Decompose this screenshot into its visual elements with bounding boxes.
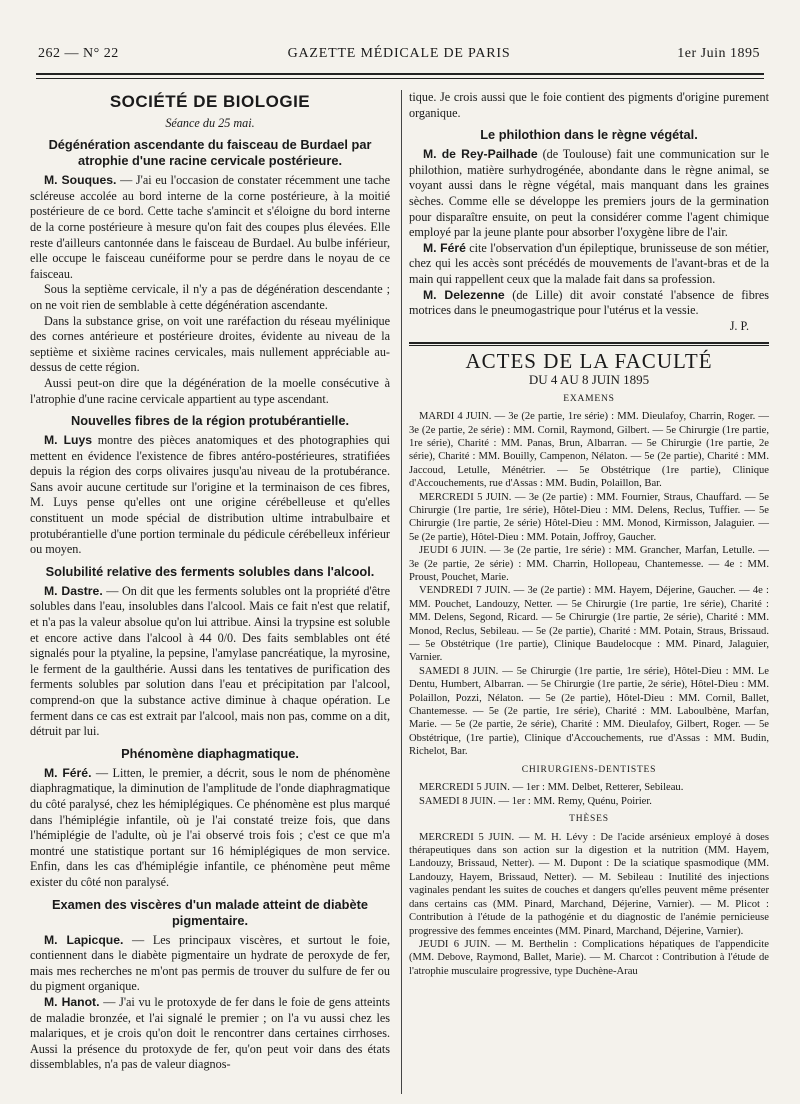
examens-list [409,410,769,759]
speaker-name: M. de Rey-Pailhade [423,147,538,162]
paragraph: M. Dastre. — On dit que les ferments solubles ont la propriété d'être solubles dans l'eau, insolubles dans l'alcool. Mais ce fait n'est que relatif, et n'a pas la valeur absolue qu'on lui attribue. Ainsi la trypsine est soluble et encore active dans l'alcool à 44 0/0. Des faits semblables ont été signalés pour la ptyaline, la pepsine, l'amylase pancréatique, la myrosine, le ferment de la gaulthérie. Aussi dans les tentatives de purification des ferments solubles par solution dans l'eau et précipitation par l'alcool, comprend-on que la substance active diminue à chaque opération. Le ferment dans ce cas est extrait par l'alcool, mais non pas, comme on a dit, détruit par lui. [30,583,390,739]
list-item: JEUDI 6 JUIN. — 3e (2e partie, 1re série) : MM. Grancher, Marfan, Letulle. — 3e (2e partie, 2e série) : MM. Charrin, Hollopeau, Chantemesse. — 4e : MM. Proust, Pouchet, Marie. [409,545,769,583]
left-column [30,90,390,1073]
paragraph: Sous la septième cervicale, il n'y a pas de dégénération descendante ; on ne voit rien de semblable à cette dégénération ascendante. [30,282,390,312]
issue-date: 1er Juin 1895 [677,46,760,61]
right-column [409,90,769,978]
list-item: VENDREDI 7 JUIN. — 3e (2e partie) : MM. Hayem, Déjerine, Gaucher. — 4e : MM. Pouchet, Landouzy, Netter. — 5e Chirurgie (1re partie, 1re série), Charité : MM. Delens, Segond, Ricard. — 5e Chirurgie (1re partie, 2e série), Charité : MM. Monod, Reclus, Sebileau. — 5e (2e partie), Charité : MM. Potain, Straus, Brissaud. — 5e Obstétrique (1re partie), Clinique Baudelocque : MM. Pinard, Jalaguier, Varnier. [409,585,769,664]
speaker-name: M. Souques. [44,173,117,188]
paragraph: M. Féré. — Litten, le premier, a décrit, sous le nom de phénomène diaphragmatique, la diminution de l'amplitude de l'onde diaphragmatique du côté paralysé, chez les hémiplégiques. Ce phénomène est plus marqué dans l'hémiplégie infantile, où je l'ai constaté treize fois, que dans l'hémiplégie de l'adulte, où je l'ai observé trois fois ; c'est ce que m'a montré une statistique portant sur 16 hémiplégiques de mon service. Enfin, dans les cas d'hémiplégie infantile, ce phénomène peut même exister du côté non paralysé. [30,765,391,889]
actes-title: ACTES DE LA FACULTÉ [465,349,713,374]
paragraph: M. Lapicque. — Les principaux viscères, et surtout le foie, contiennent dans le diabète pigmentaire un hydrate de peroxyde de fer, mais mes recherches ne m'ont pas permis de trouver du sulfure de fer ou du pigment organique. [30,932,390,994]
speaker-name: M. Hanot. [44,994,100,1009]
examens-heading: EXAMENS [563,393,615,404]
section-rule [409,342,769,344]
section-title: Solubilité relative des ferments solubles dans l'alcool. [45,563,375,579]
signature: J. P. [729,318,749,333]
section-title: Phénomène diaphagmatique. [121,745,299,761]
journal-title: GAZETTE MÉDICALE DE PARIS [287,46,511,61]
section-title: Nouvelles fibres de la région protubérantielle. [70,413,350,429]
session-date: Séance du 25 mai. [165,115,255,130]
section-rule-thin [409,345,769,346]
speaker-name: M. Féré [423,240,466,255]
list-item: SAMEDI 8 JUIN. — 1er : MM. Remy, Quénu, Poirier. [419,795,652,807]
paragraph: M. Souques. — J'ai eu l'occasion de constater récemment une tache scléreuse accolée au bord interne de la corne postérieure, à la moitié postérieure de ce bord. Cette tache s'amincit et s'éloigne du bord interne de la corne postérieure à mesure qu'on fait des coupes plus élevées. Elle reste d'ailleurs cantonnée dans le faisceau de Burdael. Au bulbe inférieur, elle occupe le faisceau cunéiforme pour se perdre dans le noyau de ce faisceau. [30,173,390,281]
actes-subtitle: DU 4 AU 8 JUIN 1895 [528,371,650,387]
speaker-name: M. Lapicque. [44,932,124,947]
paragraph: Dans la substance grise, on voit une raréfaction du réseau myélinique des cornes antérieure et postérieure droites, évidente au niveau de la septième et sixième racines cervicales, mais nullement appréciable au-dessus de cette région. [30,313,390,375]
header-rule [36,73,764,75]
paragraph: M. Delezenne (de Lille) dit avoir constaté l'absence de fibres motrices dans le pneumogastrique pour l'utérus et la vessie. [409,287,769,318]
list-item: JEUDI 6 JUIN. — M. Berthelin : Complications hépatiques de l'appendicite (MM. Debove, Raymond, Ballet, Marie). — M. Charcot : Contribution à l'étude de l'atrophie musculaire progressive, type Duchène-Arau [409,938,769,977]
paragraph: M. de Rey-Pailhade (de Toulouse) fait une communication sur le philothion, matière surhydrogénée, abondante dans le règne animal, se voyant aussi dans le règne végétal, mais manquant dans les graines sèches. Comme elle se développe les premiers jours de la germination pour disparaître ensuite, on peut la considérer comme l'agent chimique employé par la jeune plante pour absorber l'oxygène libre de l'air. [409,147,770,240]
page-number: 262 — N° 22 [38,46,119,61]
list-item: MERCREDI 5 JUIN. — 3e (2e partie) : MM. Fournier, Straus, Chauffard. — 5e Chirurgie (1re partie, 1re série), Hôtel-Dieu : MM. Delens, Reclus, Tuffier. — 5e Chirurgie (1re partie, 2e série) Hôtel-Dieu : MM. Monod, Kirmisson, Jalaguier. — 5e (2e partie), Hôtel-Dieu : MM. Potain, Joffroy, Gaucher. [409,491,769,543]
paragraph: Aussi peut-on dire que la dégénération de la moelle consécutive à l'atrophie d'une racine cervicale appartient au type ascendant. [30,375,390,406]
paragraph: tique. Je crois aussi que le foie contient des pigments d'origine purement organique. [409,90,769,120]
section-title: Examen des viscères d'un malade atteint de diabète pigmentaire. [52,896,368,928]
page-header [38,44,760,66]
list-item: MERCREDI 5 JUIN. — M. H. Lévy : De l'acide arsénieux employé à doses thérapeutiques dans son action sur la digestion et la nutrition (MM. Hayem, Landouzy, Brissaud, Netter). — M. Dupont : De la sciatique spasmodique (MM. Landouzy, Hayem, Brissaud, Netter). — M. Sebileau : Inutilité des injections vaginales pendant les suites de couches et dangers qu'elles peuvent même présenter dans certains cas (MM. Pinard, Marchand, Déjerine, Varnier). — M. Plicot : Contribution à l'étude de la pathogénie et du diagnostic de l'anémie pernicieuse progressive des femmes enceintes (MM. Pinard, Marchand, Déjerine, Varnier). [409,831,769,937]
list-item: SAMEDI 8 JUIN. — 5e Chirurgie (1re partie, 1re série), Hôtel-Dieu : MM. Le Dentu, Humbert, Albarran. — 5e Chirurgie (1re partie, 2e série), Hôtel-Dieu : MM. Polaillon, Pozzi, Nélaton. — 5e (2e partie), Hôtel-Dieu : MM. Cornil, Ballet, Chantemesse. — 5e (2e partie, 1re série), Charité : MM. Laboulbène, Marfan, Marie. — 5e (2e partie, 2e série), Charité : MM. Dieulafoy, Gilbert, Roger. — 5e Obstétrique, (1re partie), Clinique d'Accouchements, rue d'Assas : MM. Budin, Richelot, Bar. [409,665,769,758]
paragraph: M. Hanot. — J'ai vu le protoxyde de fer dans le foie de gens atteints de maladie bronzée, et l'ai signalé le premier ; on l'a vu aussi chez les malariques, et je crois qu'on doit le rencontrer dans certaines cirrhoses. Aussi la présence du protoxyde de fer, qu'on peut voir dans des états dissemblables, n'a pas de valeur diagnos- [30,994,391,1072]
column-divider [401,90,402,1094]
speaker-name: M. Féré. [44,765,92,780]
header-rule-thin [36,78,764,79]
dentistes-heading: CHIRURGIENS-DENTISTES [521,764,657,775]
society-title: SOCIÉTÉ DE BIOLOGIE [109,92,311,111]
list-item: MERCREDI 5 JUIN. — 1er : MM. Delbet, Retterer, Sebileau. [419,782,684,794]
speaker-name: M. Luys [44,433,93,448]
speaker-name: M. Dastre. [44,583,103,598]
paragraph: M. Féré cite l'observation d'un épileptique, brunisseuse de son métier, chez qui les accès sont précédés de mouvements de l'avant-bras et de la main qui rappellent ceux que la malade fait dans sa profession. [409,240,769,286]
dentistes-list [409,781,769,808]
speaker-name: M. Delezenne [423,287,505,302]
list-item: MARDI 4 JUIN. — 3e (2e partie, 1re série) : MM. Dieulafoy, Charrin, Roger. — 3e (2e partie, 2e série) : MM. Cornil, Raymond, Gilbert. — 5e Chirurgie (1re partie, 1re série), Charité : MM. Panas, Brun, Albarran. — 5e Chirurgie (1re partie, 2e série), Charité : MM. Bouilly, Campenon, Nélaton. — 5e (2e partie), Charité : MM. Jaccoud, Letulle, Ménétrier. — 5e Obstétrique (1re partie), Clinique d'Accouchements, rue d'Assas : MM. Budin, Polaillon, Bar. [409,411,769,490]
section-title: Le philothion dans le règne végétal. [480,127,698,143]
paragraph: M. Luys montre des pièces anatomiques et des photographies qui mettent en évidence l'existence de fibres antéro-postérieures, stratifiées depuis la région des corps olivaires jusqu'au niveau de la protubérance. Sans avoir aucune certitude sur l'origine et la terminaison de ces fibres, M. Luys pense qu'elles ont une origine cérébelleuse et qu'elles constituent un mode spécial de distribution ultime intrabulbaire et protubérantielle d'une portion terminale du pédicule cérébelleux inférieur ou moyen. [30,433,390,557]
theses-heading: THÈSES [569,814,609,825]
section-title: Dégénération ascendante du faisceau de Burdael par atrophie d'une racine cervicale postérieure. [48,137,372,169]
theses-list [409,831,769,978]
